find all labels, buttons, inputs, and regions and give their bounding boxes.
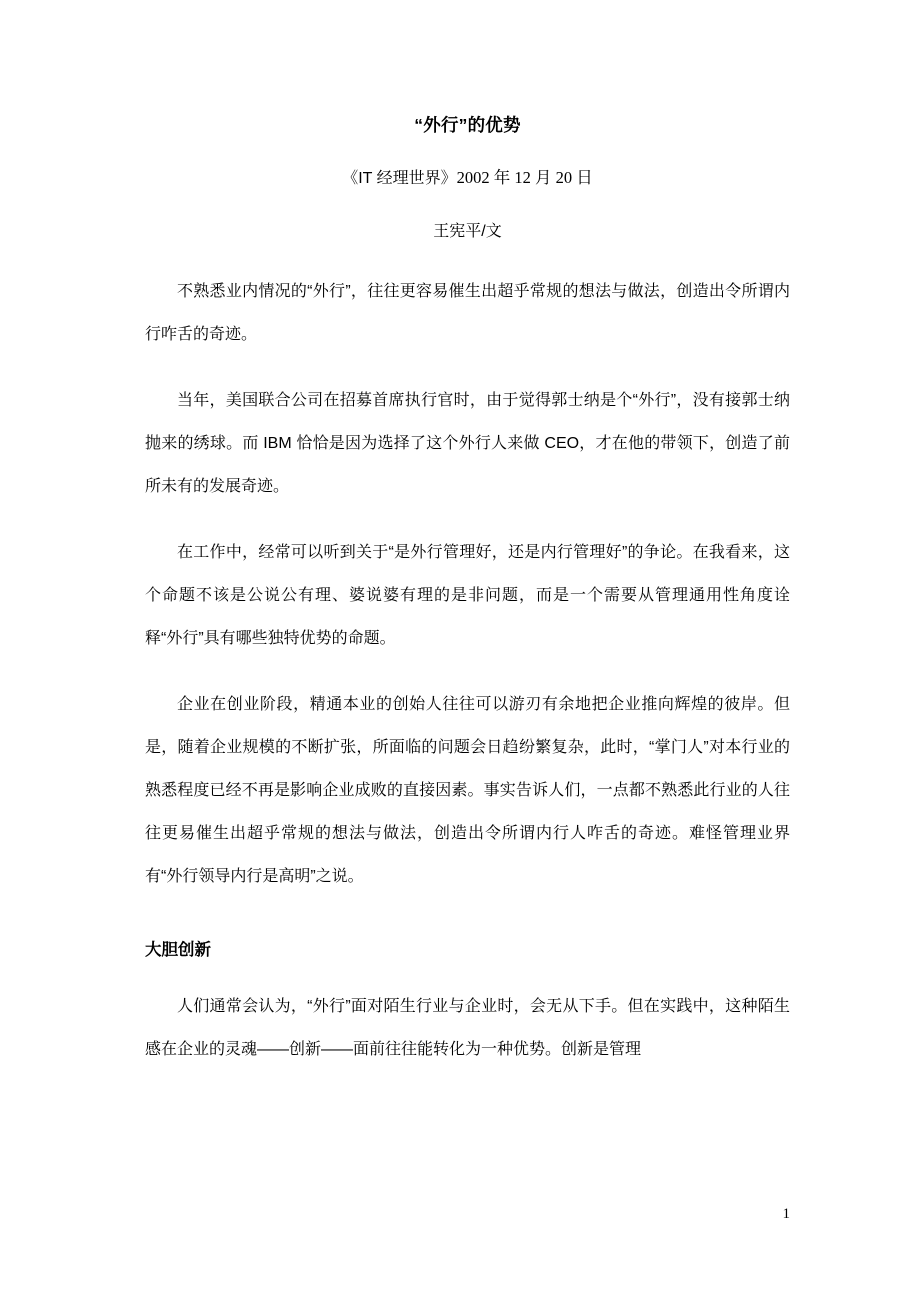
body-paragraph: 企业在创业阶段，精通本业的创始人往往可以游刃有余地把企业推向辉煌的彼岸。但是，随着企业规模的不断扩张，所面临的问题会日趋纷繁复杂，此时，“掌门人”对本行业的熟悉程度已经不再是影响企业成败的直接因素。事实告诉人们，一点都不熟悉此行业的人往往更易催生出超乎常规的想法与做法，创造出令所谓内行人咋舌的奇迹。难怪管理业界有“外行领导内行是高明”之说。 — [145, 696, 790, 885]
publication-line — [145, 138, 790, 191]
publication-date: 2002 年 12 月 20 日 — [456, 168, 593, 187]
document-body — [145, 244, 790, 1071]
document-content — [145, 0, 790, 1094]
author-byline: 王宪平/文 — [433, 223, 502, 240]
publication-name: 《IT 经理世界》 — [342, 170, 457, 187]
section-heading: 大胆创新 — [145, 941, 211, 959]
body-paragraph: 在工作中，经常可以听到关于“是外行管理好，还是内行管理好”的争论。在我看来，这个命题不该是公说公有理、婆说婆有理的是非问题，而是一个需要从管理通用性角度诠释“外行”具有哪些独特优势的命题。 — [145, 544, 790, 647]
body-paragraph: 不熟悉业内情况的“外行”，往往更容易催生出超乎常规的想法与做法，创造出令所谓内行咋舌的奇迹。 — [145, 283, 790, 343]
page-number: 1 — [782, 1206, 790, 1222]
body-paragraph: 人们通常会认为，“外行”面对陌生行业与企业时，会无从下手。但在实践中，这种陌生感在企业的灵魂——创新——面前往往能转化为一种优势。创新是管理 — [145, 998, 790, 1058]
page-title: “外行”的优势 — [414, 115, 521, 135]
body-paragraph: 当年，美国联合公司在招募首席执行官时，由于觉得郭士纳是个“外行”，没有接郭士纳抛来的绣球。而 IBM 恰恰是因为选择了这个外行人来做 CEO，才在他的带领下，创造了前所未有的发展奇迹。 — [145, 392, 790, 495]
